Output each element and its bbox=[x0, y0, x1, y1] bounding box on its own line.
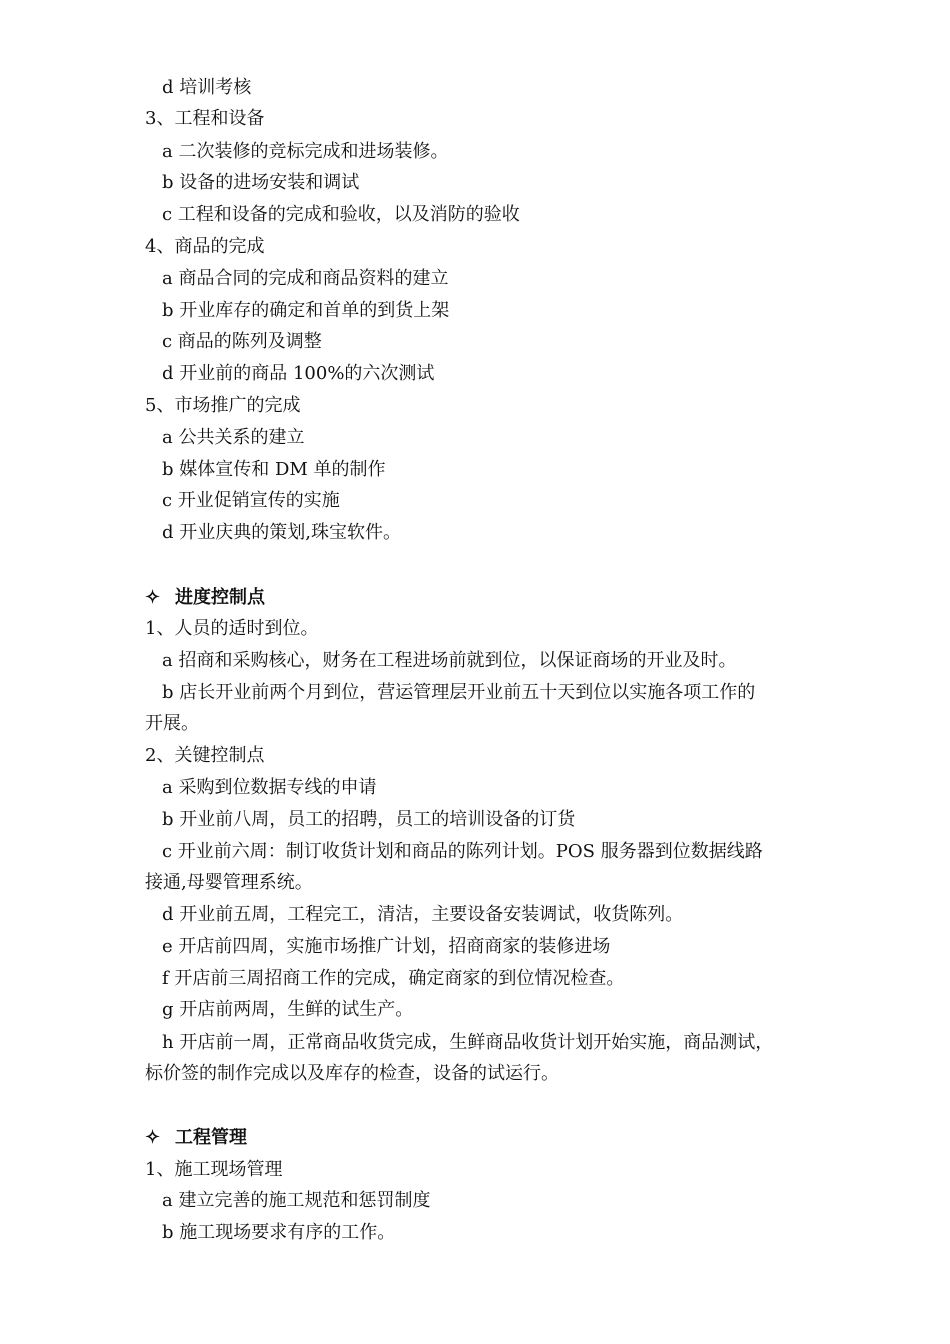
text-line: a 二次装修的竞标完成和进场装修。 bbox=[162, 141, 449, 162]
text-line: 开展。 bbox=[145, 713, 199, 734]
text-line: f 开店前三周招商工作的完成，确定商家的到位情况检查。 bbox=[162, 968, 625, 989]
text-line: b 开业前八周，员工的招聘，员工的培训设备的订货 bbox=[162, 809, 576, 830]
diamond-bullet-icon: ✧ bbox=[145, 587, 161, 608]
text-line: b 开业库存的确定和首单的到货上架 bbox=[162, 300, 450, 321]
text-line: c 商品的陈列及调整 bbox=[162, 331, 322, 352]
section-heading: 4、商品的完成 bbox=[145, 236, 265, 257]
text-line: a 公共关系的建立 bbox=[162, 427, 305, 448]
text-line: a 建立完善的施工规范和惩罚制度 bbox=[162, 1190, 431, 1211]
section-heading: 1、施工现场管理 bbox=[145, 1159, 283, 1180]
text-line: d 开业庆典的策划,珠宝软件。 bbox=[162, 522, 401, 543]
text-line: c 工程和设备的完成和验收，以及消防的验收 bbox=[162, 204, 520, 225]
text-line: a 招商和采购核心，财务在工程进场前就到位，以保证商场的开业及时。 bbox=[162, 650, 737, 671]
text-line: c 开业前六周：制订收货计划和商品的陈列计划。POS 服务器到位数据线路 bbox=[162, 841, 763, 862]
text-line: b 设备的进场安装和调试 bbox=[162, 172, 360, 193]
section-heading: 5、市场推广的完成 bbox=[145, 395, 301, 416]
text-line: b 媒体宣传和 DM 单的制作 bbox=[162, 459, 386, 480]
text-line: b 店长开业前两个月到位，营运管理层开业前五十天到位以实施各项工作的 bbox=[162, 682, 756, 703]
text-line: a 商品合同的完成和商品资料的建立 bbox=[162, 268, 449, 289]
text-line: 标价签的制作完成以及库存的检查，设备的试运行。 bbox=[145, 1063, 559, 1084]
text-line: h 开店前一周，正常商品收货完成，生鲜商品收货计划开始实施，商品测试， bbox=[162, 1032, 774, 1053]
text-line: d 开业前的商品 100%的六次测试 bbox=[162, 363, 435, 384]
text-line: d 培训考核 bbox=[162, 77, 252, 98]
text-line: 接通,母婴管理系统。 bbox=[145, 872, 313, 893]
text-line: e 开店前四周，实施市场推广计划，招商商家的装修进场 bbox=[162, 936, 611, 957]
section-heading: 1、人员的适时到位。 bbox=[145, 618, 319, 639]
text-line: a 采购到位数据专线的申请 bbox=[162, 777, 377, 798]
text-line: g 开店前两周，生鲜的试生产。 bbox=[162, 999, 414, 1020]
text-line: c 开业促销宣传的实施 bbox=[162, 490, 340, 511]
section-heading: 3、工程和设备 bbox=[145, 108, 265, 129]
bullet-heading bbox=[145, 1126, 247, 1150]
text-line: d 开业前五周，工程完工，清洁，主要设备安装调试，收货陈列。 bbox=[162, 904, 684, 925]
heading-title: 进度控制点 bbox=[175, 587, 265, 608]
bullet-heading bbox=[145, 586, 265, 610]
text-line: b 施工现场要求有序的工作。 bbox=[162, 1222, 396, 1243]
diamond-bullet-icon: ✧ bbox=[145, 1127, 161, 1148]
heading-title: 工程管理 bbox=[175, 1127, 247, 1148]
section-heading: 2、关键控制点 bbox=[145, 745, 265, 766]
